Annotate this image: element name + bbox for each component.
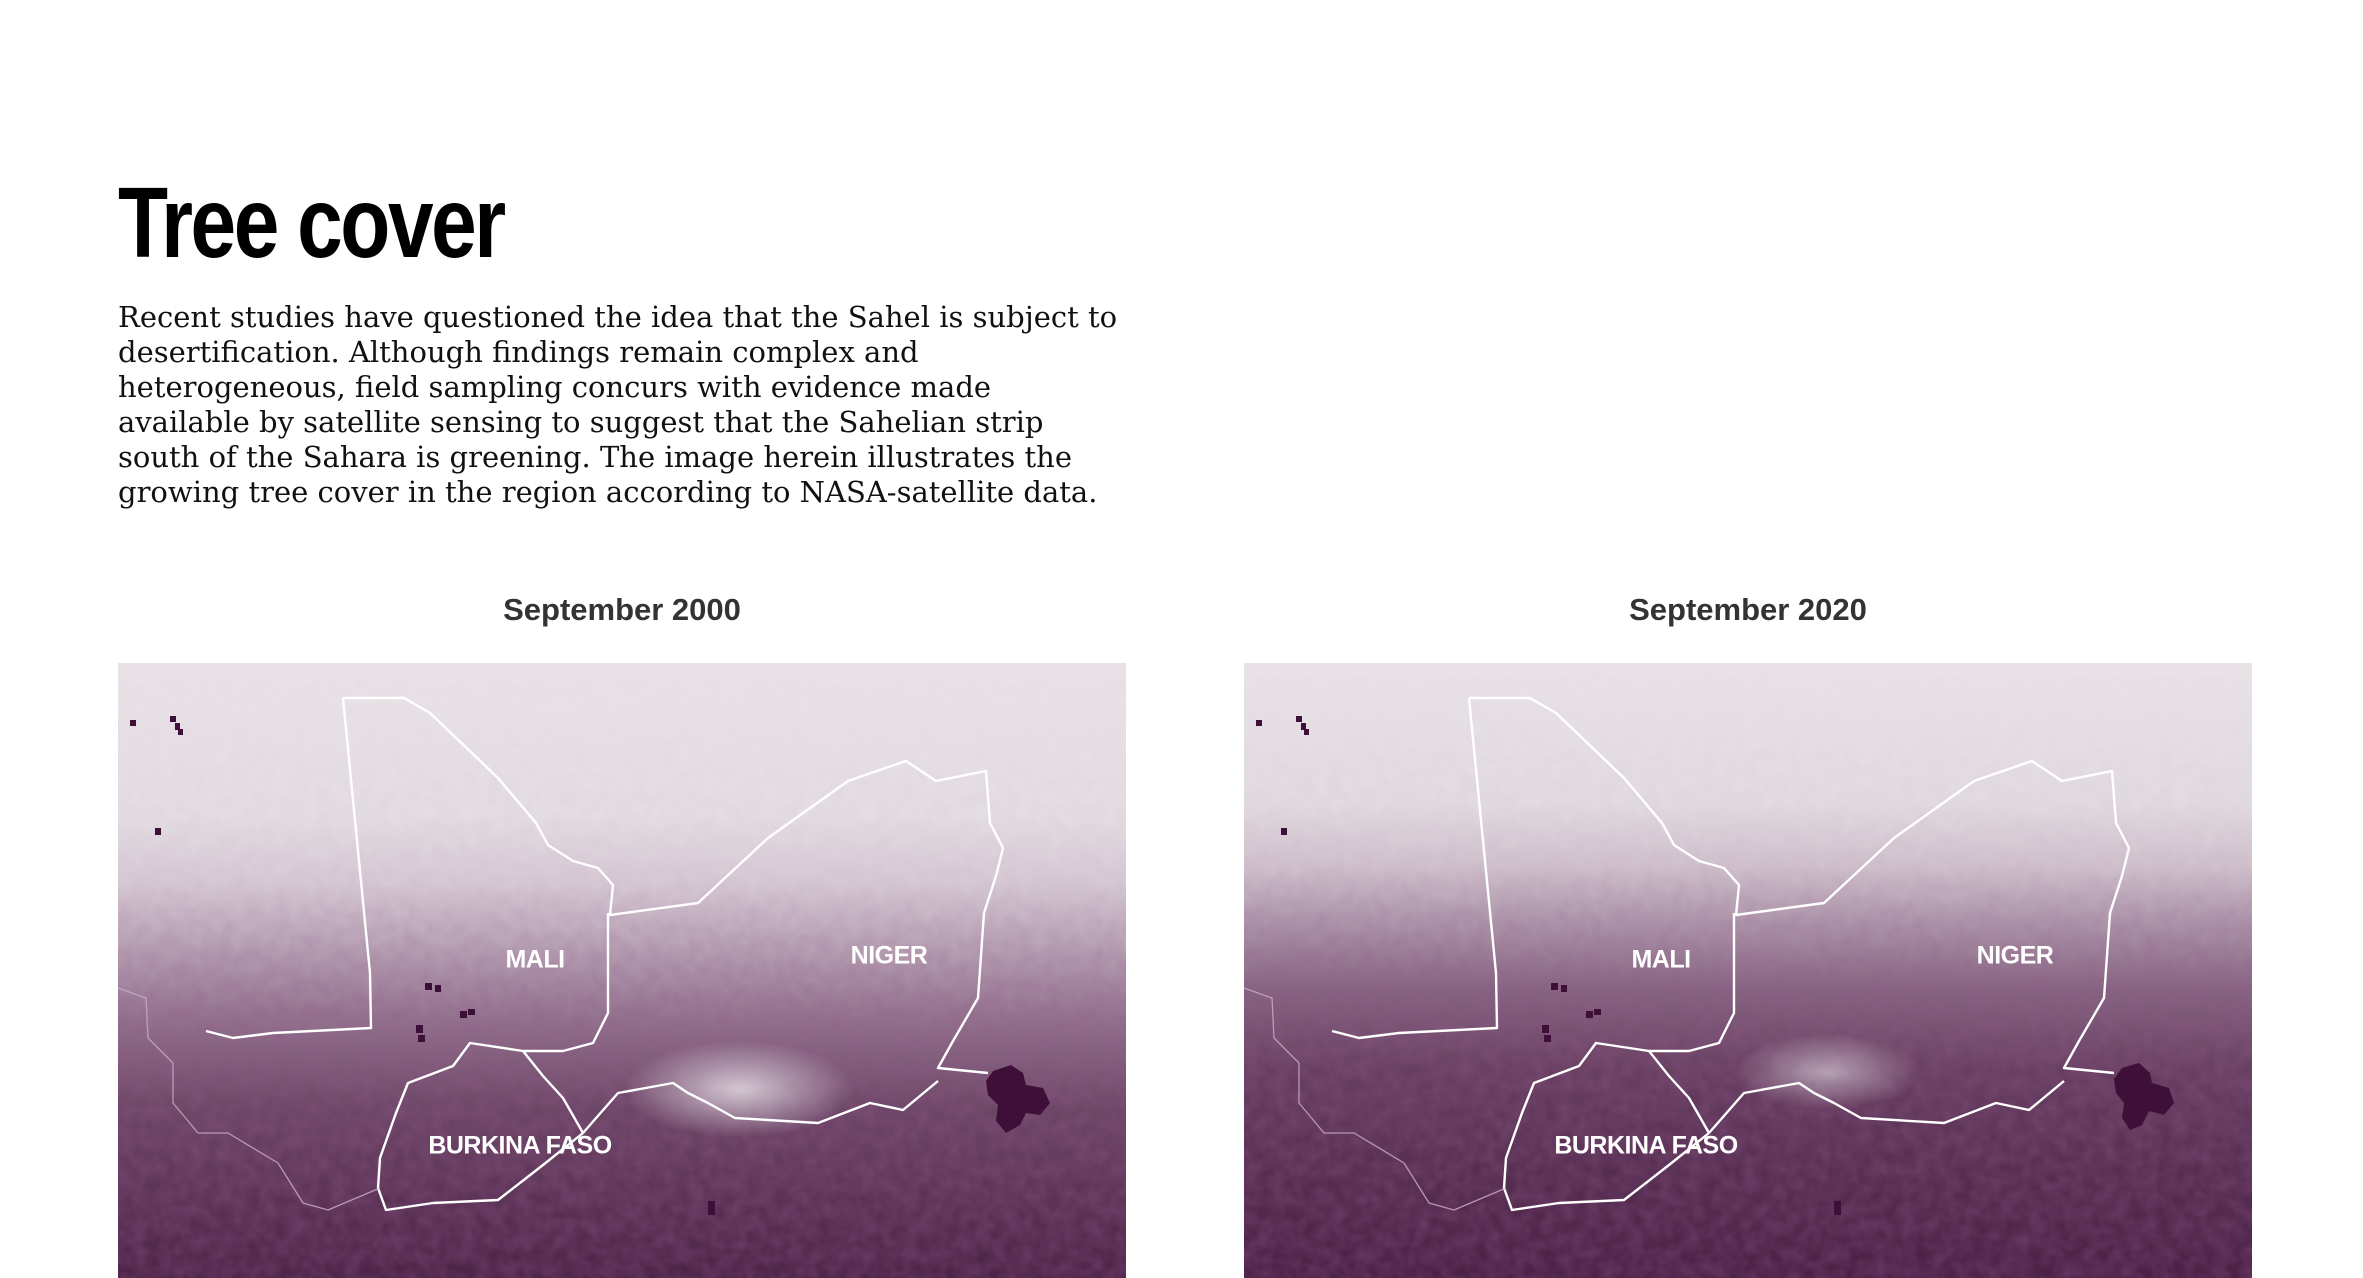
map-title-2020: September 2020 [1629,592,1867,627]
map-panel-2000 [118,585,1126,1278]
intro-text: Recent studies have questioned the idea that the Sahel is subject to desertification. Although findings remain complex and heterogeneous, field sampling concurs with evidence made available by satellite sensing to suggest that the Sahelian strip south of the Sahara is greening. The image herein illustrates the growing tree cover in the region according to NASA-satellite data. [118,300,1118,509]
label-mali: MALI [505,945,565,974]
label-niger: NIGER [850,941,928,970]
map-title-2000: September 2000 [503,592,741,627]
tree-cover-map-2020 [1244,663,2252,1278]
tree-cover-map-2000 [118,663,1126,1278]
label-niger-2020: NIGER [1976,941,2054,970]
map-panel-2020 [1244,585,2252,1278]
map-graphic-2020 [1244,663,2252,1278]
label-burkina-faso: BURKINA FASO [428,1131,612,1160]
label-burkina-faso-2020: BURKINA FASO [1554,1131,1738,1160]
page-title: Tree cover [118,167,504,279]
map-graphic-2000 [118,663,1126,1278]
label-mali-2020: MALI [1631,945,1691,974]
